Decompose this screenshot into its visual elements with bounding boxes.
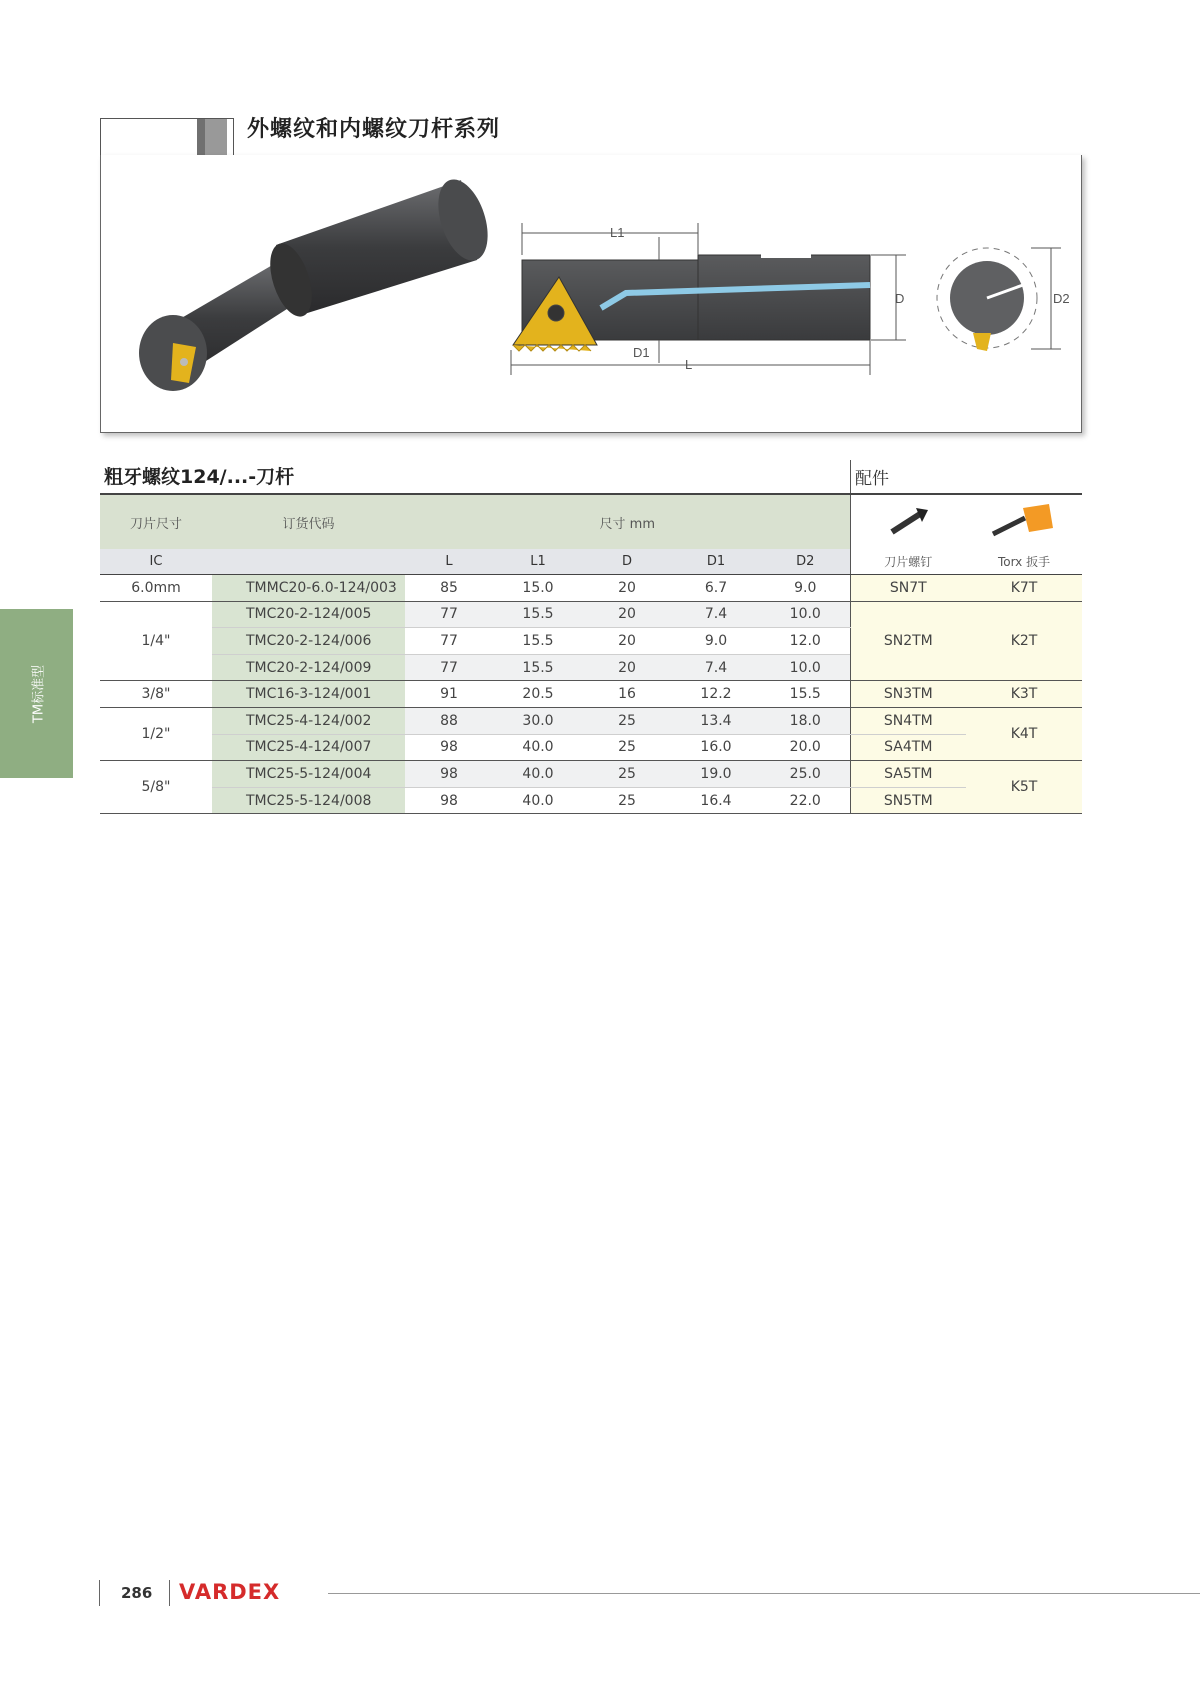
spec-table — [100, 493, 1082, 814]
cell-order-code: TMC25-5-124/004 — [212, 761, 405, 788]
cell-l1: 40.0 — [493, 761, 583, 788]
page-number: 286 — [121, 1584, 153, 1602]
cell-d2: 22.0 — [761, 787, 850, 814]
cell-order-code: TMC20-2-124/009 — [212, 654, 405, 681]
subheader-torx-wrench: Torx 扳手 — [966, 549, 1082, 575]
cell-d: 25 — [583, 707, 671, 734]
cell-order-code: TMC25-5-124/008 — [212, 787, 405, 814]
cell-ic: 5/8" — [100, 761, 212, 814]
cell-l: 88 — [405, 707, 493, 734]
cell-d1: 9.0 — [671, 628, 761, 655]
cell-d1: 12.2 — [671, 681, 761, 708]
cell-ic: 1/2" — [100, 707, 212, 760]
tool-3d-illustration — [139, 173, 497, 391]
side-section-tab — [0, 609, 73, 778]
cell-d2: 25.0 — [761, 761, 850, 788]
cell-d: 16 — [583, 681, 671, 708]
cell-d1: 7.4 — [671, 654, 761, 681]
spec-table-wrapper — [100, 493, 1082, 814]
footer-rule — [328, 1593, 1200, 1594]
dim-label-l: L — [685, 357, 693, 372]
header-order-code: 订货代码 — [212, 494, 405, 549]
cell-d2: 12.0 — [761, 628, 850, 655]
cell-order-code: TMC20-2-124/005 — [212, 601, 405, 628]
footer-divider — [169, 1580, 170, 1606]
cell-screw: SA5TM — [850, 761, 966, 788]
cell-d: 25 — [583, 761, 671, 788]
cell-torx: K3T — [966, 681, 1082, 708]
tool-end-view — [937, 248, 1061, 351]
cell-d1: 6.7 — [671, 575, 761, 602]
cell-d1: 7.4 — [671, 601, 761, 628]
cell-l1: 15.5 — [493, 601, 583, 628]
cell-l: 85 — [405, 575, 493, 602]
table-row — [100, 601, 1082, 628]
subheader-d: D — [583, 549, 671, 575]
subheader-blank — [212, 549, 405, 575]
cell-d1: 13.4 — [671, 707, 761, 734]
insert-screw-icon — [850, 494, 966, 549]
cell-d1: 19.0 — [671, 761, 761, 788]
table-subheader-row — [100, 549, 1082, 575]
cell-d2: 9.0 — [761, 575, 850, 602]
cell-order-code: TMC20-2-124/006 — [212, 628, 405, 655]
cell-order-code: TMC25-4-124/007 — [212, 734, 405, 761]
tool-side-view — [511, 223, 906, 375]
header-insert-size: 刀片尺寸 — [100, 494, 212, 549]
cell-d2: 10.0 — [761, 601, 850, 628]
cell-ic: 1/4" — [100, 601, 212, 681]
cell-order-code: TMC16-3-124/001 — [212, 681, 405, 708]
page-title: 外螺纹和内螺纹刀杆系列 — [247, 117, 501, 142]
dim-label-d1: D1 — [633, 345, 650, 360]
cell-l: 77 — [405, 601, 493, 628]
cell-l: 77 — [405, 628, 493, 655]
cell-d: 25 — [583, 787, 671, 814]
torx-wrench-icon — [966, 494, 1082, 549]
cell-screw: SA4TM — [850, 734, 966, 761]
accessories-title: 配件 — [855, 469, 889, 489]
cell-d2: 20.0 — [761, 734, 850, 761]
side-tab-label: TM标准型 — [31, 664, 46, 723]
subheader-d1: D1 — [671, 549, 761, 575]
cell-torx: K7T — [966, 575, 1082, 602]
cell-d1: 16.0 — [671, 734, 761, 761]
cell-torx: K2T — [966, 601, 1082, 681]
cell-screw: SN7T — [850, 575, 966, 602]
cell-l1: 15.5 — [493, 654, 583, 681]
cell-l1: 30.0 — [493, 707, 583, 734]
cell-torx: K4T — [966, 707, 1082, 760]
cell-d2: 18.0 — [761, 707, 850, 734]
dim-label-d: D — [895, 291, 905, 306]
cell-d1: 16.4 — [671, 787, 761, 814]
brand-logo: VARDEX — [179, 1580, 281, 1604]
cell-l1: 40.0 — [493, 787, 583, 814]
cell-d: 20 — [583, 601, 671, 628]
dim-label-d2: D2 — [1053, 291, 1070, 306]
cell-screw: SN3TM — [850, 681, 966, 708]
table-row — [100, 787, 1082, 814]
table-row — [100, 734, 1082, 761]
subheader-d2: D2 — [761, 549, 850, 575]
product-figure — [100, 155, 1082, 433]
cell-screw: SN4TM — [850, 707, 966, 734]
cell-d: 25 — [583, 734, 671, 761]
cell-d2: 10.0 — [761, 654, 850, 681]
subheader-insert-screw: 刀片螺钉 — [850, 549, 966, 575]
subheader-l1: L1 — [493, 549, 583, 575]
footer-divider — [99, 1580, 100, 1606]
dim-label-l1: L1 — [610, 225, 625, 240]
cell-l1: 20.5 — [493, 681, 583, 708]
cell-d: 20 — [583, 628, 671, 655]
cell-l1: 15.0 — [493, 575, 583, 602]
cell-l: 98 — [405, 734, 493, 761]
cell-ic: 3/8" — [100, 681, 212, 708]
table-row — [100, 707, 1082, 734]
section-title: 粗牙螺纹124/...-刀杆 — [104, 466, 295, 488]
cell-d: 20 — [583, 654, 671, 681]
subheader-l: L — [405, 549, 493, 575]
cell-screw: SN5TM — [850, 787, 966, 814]
cell-l: 77 — [405, 654, 493, 681]
table-row — [100, 575, 1082, 602]
cell-l1: 40.0 — [493, 734, 583, 761]
subheader-ic: IC — [100, 549, 212, 575]
table-row — [100, 681, 1082, 708]
header-dimensions: 尺寸 mm — [405, 494, 850, 549]
table-header-row — [100, 494, 1082, 549]
table-row — [100, 761, 1082, 788]
cell-d2: 15.5 — [761, 681, 850, 708]
cell-l1: 15.5 — [493, 628, 583, 655]
cell-torx: K5T — [966, 761, 1082, 814]
cell-order-code: TMMC20-6.0-124/003 — [212, 575, 405, 602]
cell-d: 20 — [583, 575, 671, 602]
cell-screw: SN2TM — [850, 601, 966, 681]
cell-l: 98 — [405, 787, 493, 814]
cell-ic: 6.0mm — [100, 575, 212, 602]
cell-l: 91 — [405, 681, 493, 708]
cell-l: 98 — [405, 761, 493, 788]
cell-order-code: TMC25-4-124/002 — [212, 707, 405, 734]
